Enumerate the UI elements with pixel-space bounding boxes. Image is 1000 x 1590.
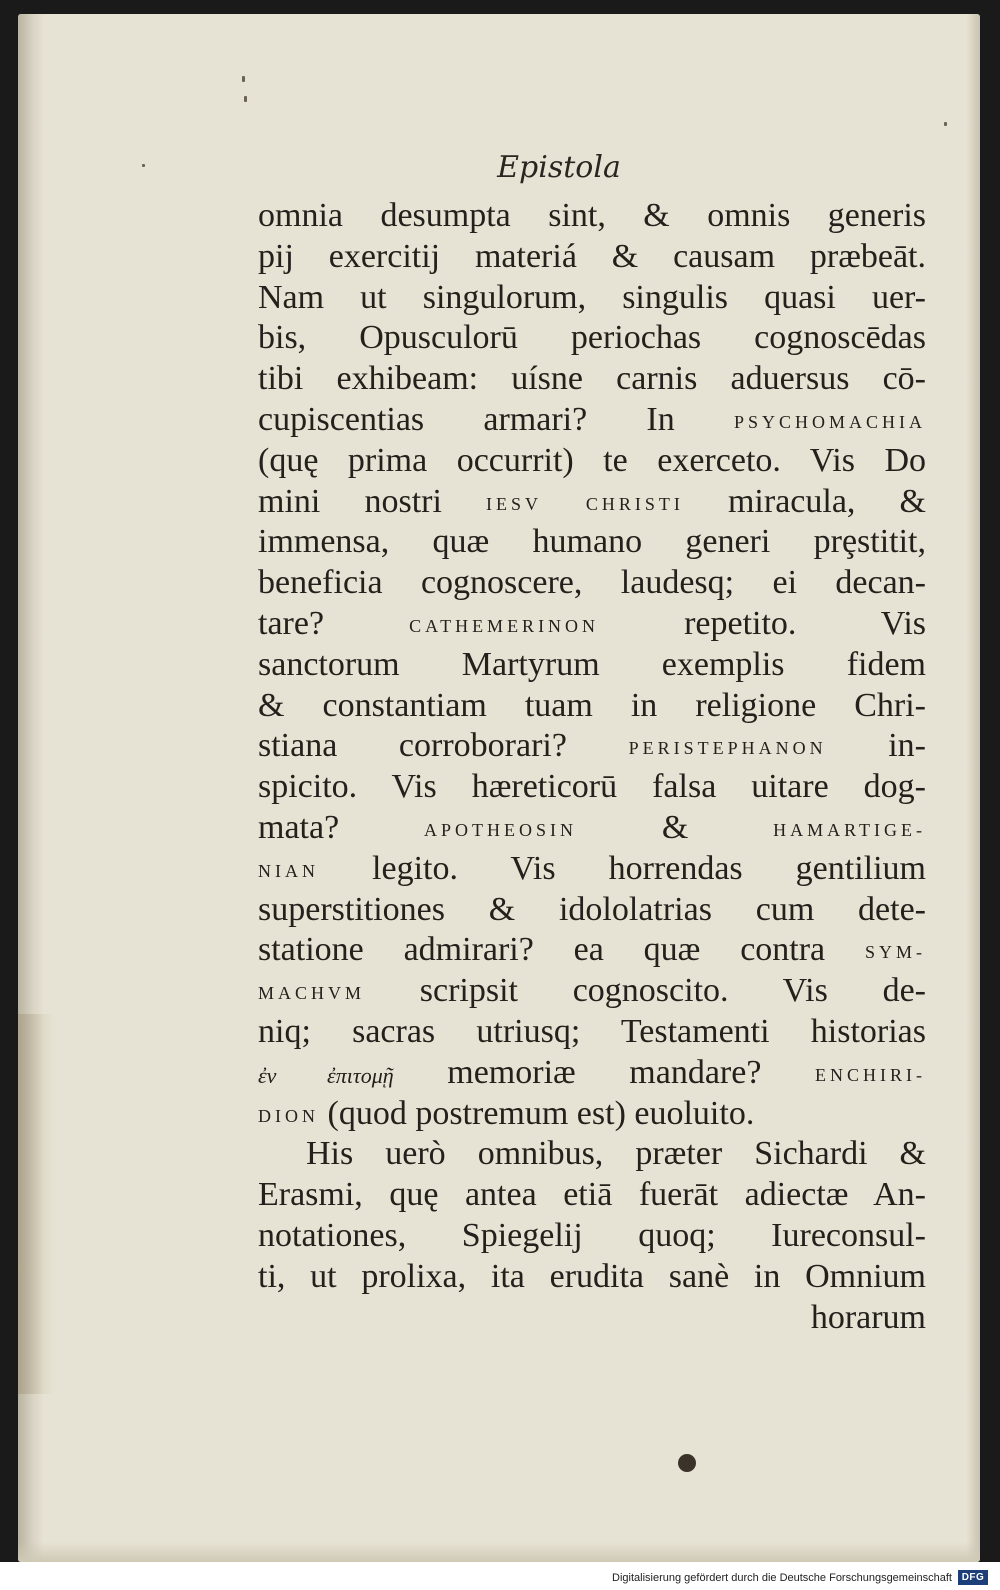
small-caps-title: SYM- bbox=[864, 942, 926, 963]
small-caps-title: ENCHIRI- bbox=[815, 1064, 927, 1085]
small-caps-title: HAMARTIGE- bbox=[773, 819, 926, 840]
text-line bbox=[258, 1257, 926, 1298]
text-run: Nam ut singulorum, singulis quasi uer- bbox=[258, 278, 926, 316]
text-line bbox=[258, 645, 926, 686]
text-run: in- bbox=[826, 727, 926, 765]
text-line bbox=[258, 1012, 926, 1053]
page-stain bbox=[18, 1014, 54, 1394]
text-line bbox=[258, 1298, 926, 1339]
text-line bbox=[258, 808, 926, 849]
funding-credit: Digitalisierung gefördert durch die Deutsche Forschungsgemeinschaft bbox=[612, 1572, 952, 1584]
text-line bbox=[258, 237, 926, 278]
text-run: tibi exhibeam: uísne carnis aduersus cō- bbox=[258, 360, 926, 398]
text-run: & bbox=[577, 808, 774, 846]
text-run: superstitiones & idololatrias cum dete- bbox=[258, 890, 926, 928]
text-line bbox=[258, 563, 926, 604]
text-line bbox=[258, 441, 926, 482]
text-line bbox=[258, 1175, 926, 1216]
text-run: niq; sacras utriusq; Testamenti historias bbox=[258, 1012, 926, 1050]
text-line bbox=[258, 278, 926, 319]
text-run: statione admirari? ea quæ contra bbox=[258, 931, 865, 969]
text-line bbox=[258, 767, 926, 808]
text-run: immensa, quæ humano generi prȩstitit, bbox=[258, 523, 926, 561]
text-run: miracula, & bbox=[683, 482, 926, 520]
text-run: spicito. Vis hæreticorū falsa uitare dog- bbox=[258, 768, 926, 806]
text-run: mata? bbox=[258, 808, 424, 846]
small-caps-title: MACHVM bbox=[258, 983, 366, 1004]
text-run: & constantiam tuam in religione Chri- bbox=[258, 686, 926, 724]
small-caps-title: DION bbox=[258, 1105, 319, 1126]
text-line bbox=[258, 522, 926, 563]
text-line bbox=[258, 930, 926, 971]
small-caps-title: NIAN bbox=[258, 860, 319, 881]
book-page bbox=[18, 14, 980, 1562]
text-line bbox=[258, 726, 926, 767]
small-caps-title: PERISTEPHANON bbox=[628, 738, 827, 759]
text-run: bis, Opusculorū periochas cognoscēdas bbox=[258, 319, 926, 357]
text-line bbox=[258, 1134, 926, 1175]
digitization-footer bbox=[0, 1562, 1000, 1590]
text-run: sanctorum Martyrum exemplis fidem bbox=[258, 645, 926, 683]
greek-phrase: ἐν ἐπιτομῇ bbox=[258, 1062, 394, 1088]
text-run: (quę prima occurrit) te exerceto. Vis Do bbox=[258, 441, 926, 479]
text-line bbox=[258, 318, 926, 359]
text-line bbox=[258, 971, 926, 1012]
small-caps-title: IESV CHRISTI bbox=[486, 493, 684, 514]
text-line bbox=[258, 1216, 926, 1257]
ink-speck bbox=[244, 96, 247, 102]
text-run: His uerò omnibus, præter Sichardi & bbox=[306, 1135, 926, 1173]
text-line bbox=[258, 604, 926, 645]
text-run: omnia desumpta sint, & omnis generis bbox=[258, 197, 926, 234]
text-line bbox=[258, 849, 926, 890]
text-line bbox=[258, 1094, 926, 1135]
text-run: notationes, Spiegelij quoq; Iureconsul- bbox=[258, 1216, 926, 1254]
text-line bbox=[258, 890, 926, 931]
text-run: beneficia cognoscere, laudesq; ei decan- bbox=[258, 564, 926, 602]
ink-blot bbox=[678, 1454, 696, 1472]
small-caps-title: CATHEMERINON bbox=[409, 615, 600, 636]
text-run: Erasmi, quę antea etiā fuerāt adiectæ An- bbox=[258, 1176, 926, 1214]
text-run: memoriæ mandare? bbox=[393, 1053, 816, 1091]
text-line bbox=[258, 400, 926, 441]
text-run: pij exercitij materiá & causam præbeāt. bbox=[258, 237, 926, 275]
text-run: legito. Vis horrendas gentilium bbox=[319, 849, 926, 887]
text-line bbox=[258, 686, 926, 727]
text-run: mini nostri bbox=[258, 482, 487, 520]
text-run: cupiscentias armari? In bbox=[258, 400, 734, 438]
text-run: stiana corroborari? bbox=[258, 727, 629, 765]
body-text bbox=[258, 196, 926, 1338]
text-run: tare? bbox=[258, 604, 410, 642]
dfg-logo: DFG bbox=[958, 1570, 988, 1585]
text-line bbox=[258, 196, 926, 237]
text-run: scripsit cognoscito. Vis de- bbox=[365, 972, 926, 1010]
text-run: repetito. Vis bbox=[599, 604, 927, 642]
text-line bbox=[258, 482, 926, 523]
text-run: horarum bbox=[810, 1298, 926, 1336]
page-bottom-shade bbox=[18, 1542, 980, 1562]
small-caps-title: APOTHEOSIN bbox=[423, 819, 577, 840]
small-caps-title: PSYCHOMACHIA bbox=[733, 411, 926, 432]
ink-speck bbox=[944, 122, 947, 126]
text-run: (quod postremum est) euoluito. bbox=[319, 1094, 755, 1132]
page-right-edge bbox=[966, 14, 980, 1562]
text-line bbox=[258, 1053, 926, 1094]
text-run: ti, ut prolixa, ita erudita sanè in Omnium bbox=[258, 1257, 926, 1295]
running-head: Epistola bbox=[497, 150, 621, 185]
text-line bbox=[258, 359, 926, 400]
ink-speck bbox=[242, 76, 245, 82]
